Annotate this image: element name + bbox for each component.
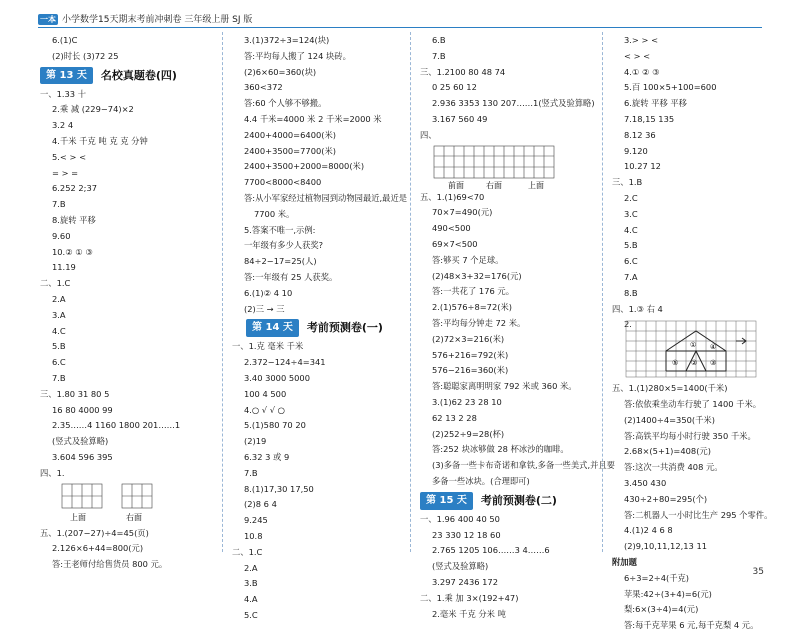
answer-line: 答:平均每人搬了 124 块砖。 [244,50,351,61]
answer-line: 答:这次一共消费 408 元。 [624,462,723,473]
answer-line: 430÷2+80=295(个) [624,493,708,504]
answer-line: (2)48×3+32=176(元) [432,270,522,281]
answer-line: (竖式及验算略) [52,436,109,447]
answer-line: 答:一年级有 25 人获奖。 [244,271,338,282]
answer-line: (2)三 → 三 [244,303,285,314]
answer-line: 答:每千克苹果 6 元,每千克梨 4 元。 [624,620,759,631]
answer-line: 3.297 2436 172 [432,576,498,587]
answer-line: 2.C [624,192,638,203]
answer-line: 答:高铁平均每小时行驶 350 千米。 [624,430,756,441]
brand-logo: 一本 [40,15,56,24]
view-grid-svg [52,482,202,526]
answer-line: 2400+4000=6400(米) [244,129,337,140]
answer-line: 答:平均每分钟走 72 米。 [432,317,526,328]
answer-line: = > = [52,167,79,178]
answer-line: (2)252÷9=28(杯) [432,428,505,439]
answer-line: 三、1.B [612,177,643,188]
answer-column-1 [40,33,218,573]
answer-line: (2)9,10,11,12,13 11 [624,541,708,552]
answer-line: 三、1.2100 80 48 74 [420,66,506,77]
answer-line: 3.> > < [624,35,659,45]
answer-line: 5.(1)580 70 20 [244,420,306,431]
answer-line: 0 25 60 12 [432,82,477,93]
answer-line: 3.40 3000 5000 [244,372,310,383]
answer-line: 一年级有多少人获奖? [244,240,324,251]
answer-line: 答:二机器人一小时比生产 295 个零件。 [624,509,773,520]
answer-line: 3.B [244,578,258,589]
figure-label: ④ [710,343,717,352]
answer-line: 答:够买 7 个足球。 [432,254,504,265]
day-tag: 第 15 天 [420,492,473,510]
day-banner [40,65,218,87]
answer-line: 10.8 [244,530,263,541]
answer-line: 5.C [244,609,258,620]
figure-label: ⑤ [672,359,679,368]
answer-line: 5.答案不唯一,示例: [244,224,316,235]
grid-label-right: 右面 [486,180,502,190]
answer-line: 2.765 1205 106……3 4……6 [432,545,550,556]
answer-column-3 [420,33,615,622]
answer-line: 答:从小军家经过植物园到动物园最近,最近是 [244,192,408,203]
day-tag: 第 14 天 [246,319,299,337]
answer-line: 3.167 560 49 [432,113,488,124]
answer-line: 2.35……4 1160 1800 201……1 [52,420,181,431]
answer-line: 梨:6×(3÷4)=4(元) [624,604,699,615]
answer-line: 6.C [52,357,66,368]
answer-line: (2)72×3=216(米) [432,333,505,344]
answer-line: 6.旋转 平移 平移 [624,98,687,109]
answer-line: 8.(1)17,30 17,50 [244,483,314,494]
answer-line: 2.毫米 千克 分米 吨 [432,608,506,619]
answer-line: 3.604 596 395 [52,451,113,462]
answer-line: 9.60 [52,230,71,241]
answer-line: 一、1.96 400 40 50 [420,513,500,524]
answer-line: 6.(1)C [52,35,78,45]
house-grid-svg [624,319,764,381]
answer-line: 3.2 4 [52,120,74,131]
grid-label-right: 右面 [126,512,142,522]
column-divider [410,32,411,552]
answer-line: 2.A [52,293,66,304]
answer-line: 2400+3500=7700(米) [244,145,337,156]
answer-line: 答:依依乘坐动车行驶了 1400 千米。 [624,398,762,409]
column-divider [602,32,603,552]
answer-line: (2)6×60=360(块) [244,66,317,77]
answer-line: 2.乘 减 (229−74)×2 [52,104,134,115]
answer-line: 7.B [52,372,66,383]
figure-label: ② [691,359,698,368]
answer-line: 3.C [624,208,638,219]
answer-line: 9.245 [244,515,268,526]
grid-label-front: 前面 [448,180,464,190]
answer-line: (2)19 [244,436,267,447]
answer-line: 576−216=360(米) [432,365,509,376]
answer-line: 4.A [244,594,258,605]
day-title: 考前预测卷(一) [306,321,383,335]
answer-line: 5.< > < [52,151,87,162]
figure-label: ③ [710,359,717,368]
view-grid-figure [420,144,600,190]
answer-line: (竖式及验算略) [432,561,489,572]
answer-line: 五、1.(1)69<70 [420,191,485,202]
answer-line: 490<500 [432,223,471,234]
answer-line: 二、1.乘 加 3×(192+47) [420,592,519,603]
answer-line: 4.C [624,224,638,235]
answer-line: 答:一共花了 176 元。 [432,286,514,297]
answer-line: 2.372−124÷4=341 [244,357,326,368]
answer-line: 16 80 4000 99 [52,404,113,415]
answer-line: 7700 米。 [254,208,295,219]
answer-line: 3.450 430 [624,477,667,488]
view-grid-figure [40,482,218,526]
answer-line: 2400+3500+2000=8000(米) [244,161,365,172]
answer-line: 5.B [624,240,638,251]
answer-line: 三、1.80 31 80 5 [40,388,110,399]
day-banner [246,317,406,339]
figure-label: ① [690,341,697,350]
answer-line: 360<372 [244,82,283,93]
answer-line: 6.B [432,35,446,45]
answer-line: 2. [624,319,632,330]
house-grid-figure [612,319,772,381]
answer-line: 3.A [52,309,66,320]
answer-line: 4.① ② ③ [624,66,660,77]
answer-line: 4.○ √ √ ○ [244,404,285,415]
column-divider [222,32,223,552]
answer-line: 23 330 12 18 60 [432,529,501,540]
answer-line: (2)时长 (3)72 25 [52,50,119,61]
grid-label-top: 上面 [528,180,544,190]
answer-line: 二、1.C [232,546,263,557]
answer-line: 5.B [52,341,66,352]
answer-line: 70×7=490(元) [432,207,493,218]
answer-line: 6÷3=2÷4(千克) [624,572,690,583]
answer-line: 6.C [624,256,638,267]
answer-line: 4.千米 千克 吨 克 克 分钟 [52,135,148,146]
answer-line: 8.B [624,287,638,298]
answer-line: 8.12 36 [624,129,656,140]
day-title: 名校真题卷(四) [100,68,177,82]
answer-line: 4.4 千米=4000 米 2 千米=2000 米 [244,113,382,124]
answer-line: < > < [624,50,651,61]
answer-line: 多备一些冰块。(合理即可) [432,475,530,486]
answer-line: 9.120 [624,145,648,156]
answer-line: 4.C [52,325,66,336]
day-title: 考前预测卷(二) [480,493,557,507]
answer-line: 6.32 3 或 9 [244,451,290,462]
answer-line: 8.旋转 平移 [52,214,96,225]
answer-line: 2.A [244,562,258,573]
answer-line: 10.27 12 [624,161,661,172]
answer-line: 一、1.33 十 [40,88,87,99]
answer-line: 7700<8000<8400 [244,177,322,188]
answer-line: 答:聪聪家离明明家 792 米或 360 米。 [432,381,577,392]
answer-line: (2)1400÷4=350(千米) [624,414,715,425]
book-title: 小学数学15天期末考前冲刺卷 三年级上册 SJ 版 [62,15,253,25]
answer-line: 100 4 500 [244,388,287,399]
answer-line: 四、 [420,129,437,140]
page-number: 35 [752,567,764,577]
answer-line: (2)8 6 4 [244,499,277,510]
answer-line: 6.(1)② 4 10 [244,287,293,298]
answer-column-4 [612,33,772,634]
day-tag: 第 13 天 [40,67,93,85]
answer-line: 2.936 3353 130 207……1(竖式及验算略) [432,98,595,109]
answer-line: 五、1.(1)280×5=1400(千米) [612,383,728,394]
answer-line: 答:王老师付给售货员 800 元。 [52,559,168,570]
answer-line: 五、1.(207−27)÷4=45(页) [40,527,149,538]
answer-line: 11.19 [52,262,76,273]
page-header [0,0,800,30]
answer-line: 4.(1)2 4 6 8 [624,525,673,536]
view-grid-svg [432,144,582,190]
answer-line: 84÷2−17=25(人) [244,256,317,267]
answer-line: 2.126×6+44=800(元) [52,543,144,554]
answer-line: 2.68×(5+1)=408(元) [624,446,711,457]
answer-line: 7.B [244,467,258,478]
answer-line: 苹果:42÷(3+4)=6(元) [624,588,712,599]
answer-line: 5.百 100×5+100=600 [624,82,717,93]
answer-line: 附加题 [612,556,637,567]
answer-line: 7.A [624,271,638,282]
answer-line: 7.18,15 135 [624,113,675,124]
answer-line: (3)多备一些卡布奇诺和拿铁,多备一些美式,并且要 [432,460,615,471]
answer-line: 6.252 2;37 [52,183,98,194]
answer-line: 3.(1)372÷3=124(块) [244,35,330,45]
answer-line: 答:60 个人够不够搬。 [244,98,327,109]
header-divider [38,27,762,28]
answer-line: 576+216=792(米) [432,349,509,360]
answer-line: 7.B [52,199,66,210]
day-banner [420,490,600,512]
answer-line: 3.(1)62 23 28 10 [432,396,502,407]
answer-line: 2.(1)576÷8=72(米) [432,302,513,313]
answer-line: 二、1.C [40,278,71,289]
answer-line: 一、1.克 毫米 千米 [232,341,304,352]
answer-line: 10.② ① ③ [52,246,93,257]
answer-line: 答:252 块冰够做 28 杯冰沙的咖啡。 [432,444,569,455]
answer-line: 62 13 2 28 [432,412,477,423]
answer-column-2 [232,33,406,624]
answer-line: 四、1. [40,467,65,478]
answer-line: 69×7<500 [432,238,478,249]
grid-label-top: 上面 [70,512,86,522]
answer-line: 7.B [432,50,446,61]
answer-line: 四、1.③ 右 4 [612,303,663,314]
